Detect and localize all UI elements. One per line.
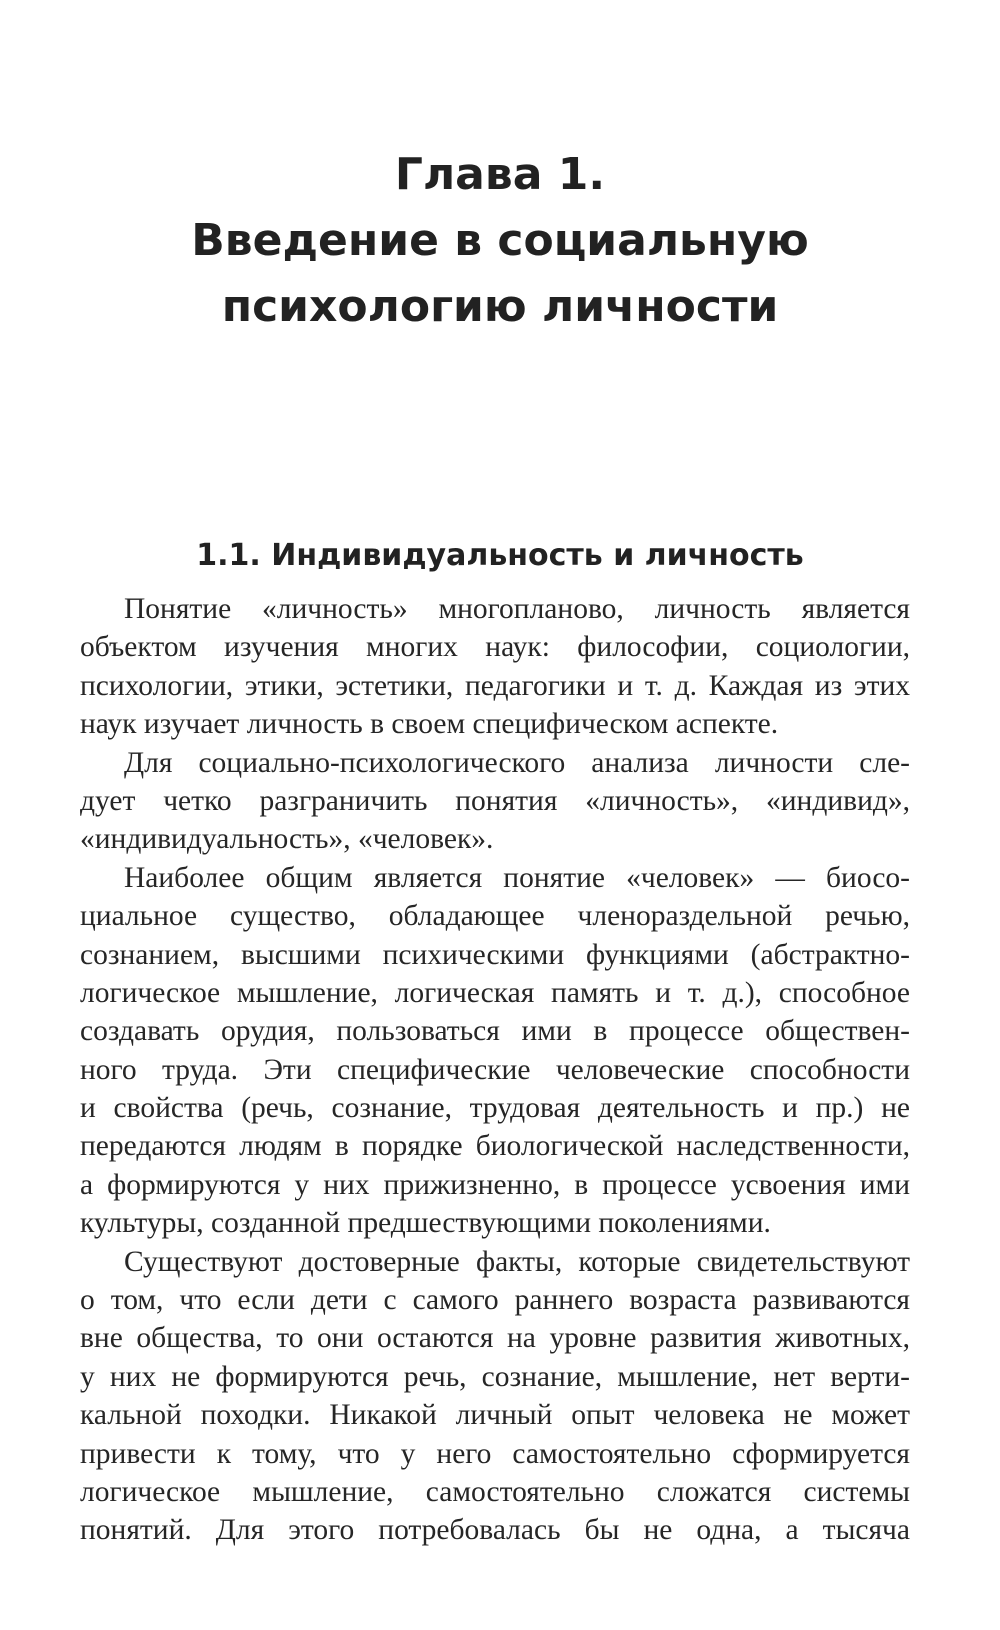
text-line: о том, что если дети с самого раннего возраста развиваются [80, 1284, 910, 1317]
text-line: передаются людям в порядке биологической наследственности, [80, 1130, 910, 1163]
text-line: «индивидуальность», «человек». [80, 823, 494, 856]
chapter-title-line-2: психологию личности [221, 281, 779, 332]
text-line: Существуют достоверные факты, которые свидетельствуют [124, 1245, 910, 1278]
text-line: циальное существо, обладающее членораздельной речью, [80, 900, 910, 933]
chapter-title-line-1: Введение в социальную [191, 215, 809, 266]
text-line: и свойства (речь, сознание, трудовая деятельность и пр.) не [80, 1092, 910, 1125]
section-title: 1.1. Индивидуальность и личность [196, 538, 804, 573]
text-line: у них не формируются речь, сознание, мышление, нет верти- [80, 1360, 910, 1393]
text-line: культуры, созданной предшествующими поколениями. [80, 1207, 771, 1240]
text-line: Понятие «личность» многопланово, личность является [124, 593, 910, 625]
text-line: Наиболее общим является понятие «человек» — биосо- [124, 861, 910, 894]
chapter-title [0, 142, 1000, 340]
text-line: кальной походки. Никакой личный опыт человека не может [80, 1399, 910, 1432]
text-line: привести к тому, что у него самостоятельно сформируется [80, 1437, 910, 1470]
text-line: ного труда. Эти специфические человеческие способности [80, 1053, 910, 1086]
text-line: логическое мышление, логическая память и т. д.), способное [80, 976, 910, 1009]
text-line: создавать орудия, пользоваться ими в процессе обществен- [80, 1015, 910, 1048]
text-line: логическое мышление, самостоятельно сложатся системы [80, 1475, 910, 1508]
text-line: Для социально-психологического анализа личности сле- [124, 746, 910, 779]
text-line: вне общества, то они остаются на уровне развития животных, [80, 1322, 910, 1355]
text-line: объектом изучения многих наук: философии, социологии, [80, 631, 910, 664]
text-line: дует четко разграничить понятия «личность», «индивид», [80, 784, 910, 817]
body-text [80, 590, 910, 1550]
text-line: сознанием, высшими психическими функциями (абстрактно- [80, 938, 910, 971]
text-line: психологии, этики, эстетики, педагогики и т. д. Каждая из этих [80, 669, 910, 702]
chapter-number: Глава 1. [394, 149, 606, 200]
text-line: а формируются у них прижизненно, в процессе усвоения ими [80, 1168, 910, 1201]
text-line: понятий. Для этого потребовалась бы не одна, а тысяча [80, 1514, 910, 1547]
text-line: наук изучает личность в своем специфическом аспекте. [80, 708, 779, 741]
